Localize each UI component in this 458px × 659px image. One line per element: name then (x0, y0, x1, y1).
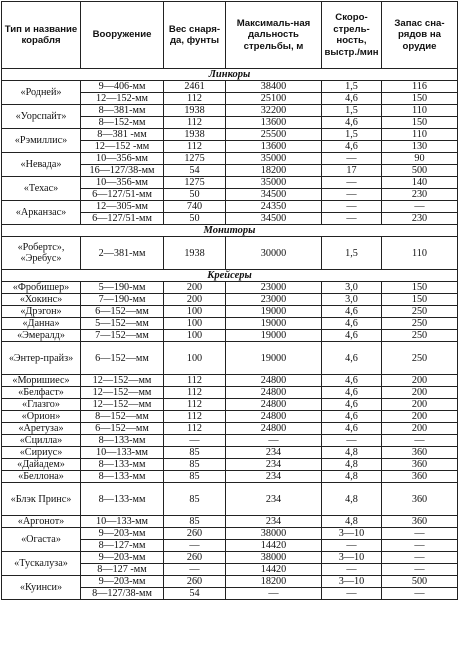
ship-name-cell: «Огаста» (2, 528, 81, 552)
ship-name-cell: «Дрэгон» (2, 306, 81, 318)
rate-of-fire-cell: 4,6 (322, 93, 382, 105)
ship-name-cell: «Блэк Принс» (2, 483, 81, 516)
ammo-supply-cell: 500 (382, 576, 458, 588)
max-range-cell: 13600 (226, 141, 322, 153)
armament-cell: 12—152 -мм (81, 141, 164, 153)
rate-of-fire-cell: — (322, 540, 382, 552)
max-range-cell: 30000 (226, 237, 322, 270)
table-row (2, 177, 458, 189)
rate-of-fire-cell: 1,5 (322, 81, 382, 93)
shell-weight-cell: — (164, 435, 226, 447)
armament-cell: 8—381-мм (81, 105, 164, 117)
ammo-supply-cell: — (382, 435, 458, 447)
max-range-cell: 234 (226, 516, 322, 528)
header-armament: Вооружение (81, 2, 164, 69)
ship-name-cell: «Родней» (2, 81, 81, 105)
max-range-cell: 234 (226, 447, 322, 459)
shell-weight-cell: — (164, 564, 226, 576)
max-range-cell: 19000 (226, 330, 322, 342)
armament-cell: 10—356-мм (81, 177, 164, 189)
ammo-supply-cell: 230 (382, 213, 458, 225)
max-range-cell: 19000 (226, 318, 322, 330)
armament-cell: 8—381 -мм (81, 129, 164, 141)
table-row (2, 423, 458, 435)
table-row (2, 459, 458, 471)
ship-name-cell: «Сириус» (2, 447, 81, 459)
table-row (2, 153, 458, 165)
armament-cell: 12—152—мм (81, 387, 164, 399)
armament-cell: 8—127/38-мм (81, 588, 164, 600)
shell-weight-cell: — (164, 540, 226, 552)
armament-cell: 5—190-мм (81, 282, 164, 294)
table-row (2, 552, 458, 564)
ammo-supply-cell: 250 (382, 318, 458, 330)
rate-of-fire-cell: 4,8 (322, 459, 382, 471)
max-range-cell: 19000 (226, 342, 322, 375)
table-body (2, 69, 458, 600)
shell-weight-cell: 50 (164, 189, 226, 201)
shell-weight-cell: 112 (164, 387, 226, 399)
ship-name-cell: «Тускалуза» (2, 552, 81, 576)
armament-cell: 8—152-мм (81, 117, 164, 129)
ammo-supply-cell: 110 (382, 105, 458, 117)
max-range-cell: 14420 (226, 540, 322, 552)
armament-cell: 12—152—мм (81, 375, 164, 387)
rate-of-fire-cell: 1,5 (322, 129, 382, 141)
table-row (2, 129, 458, 141)
armament-cell: 10—356-мм (81, 153, 164, 165)
header-shell-weight: Вес снаря-да, фунты (164, 2, 226, 69)
table-row (2, 294, 458, 306)
header-rate-of-fire: Скоро-стрель-ность, выстр./мин (322, 2, 382, 69)
header-ship-name: Тип и название корабля (2, 2, 81, 69)
table-row (2, 306, 458, 318)
rate-of-fire-cell: — (322, 189, 382, 201)
rate-of-fire-cell: 4,6 (322, 423, 382, 435)
ship-name-cell: «Белфаст» (2, 387, 81, 399)
table-row (2, 201, 458, 213)
shell-weight-cell: 112 (164, 411, 226, 423)
max-range-cell: 24350 (226, 201, 322, 213)
armament-cell: 6—127/51-мм (81, 189, 164, 201)
rate-of-fire-cell: 4,6 (322, 117, 382, 129)
ammo-supply-cell: 360 (382, 471, 458, 483)
table-row (2, 516, 458, 528)
shell-weight-cell: 112 (164, 117, 226, 129)
armament-cell: 8—127-мм (81, 540, 164, 552)
ammo-supply-cell: 250 (382, 306, 458, 318)
table-row (2, 411, 458, 423)
shell-weight-cell: 54 (164, 165, 226, 177)
rate-of-fire-cell: 4,8 (322, 516, 382, 528)
armament-cell: 9—203-мм (81, 552, 164, 564)
shell-weight-cell: 85 (164, 471, 226, 483)
ship-name-cell: «Аргонот» (2, 516, 81, 528)
table-row (2, 282, 458, 294)
shell-weight-cell: 200 (164, 282, 226, 294)
shell-weight-cell: 1938 (164, 105, 226, 117)
rate-of-fire-cell: 4,8 (322, 471, 382, 483)
max-range-cell: 18200 (226, 165, 322, 177)
rate-of-fire-cell: — (322, 177, 382, 189)
max-range-cell: 24800 (226, 411, 322, 423)
ship-name-cell: «Невада» (2, 153, 81, 177)
section-row (2, 69, 458, 81)
armament-cell: 12—152-мм (81, 93, 164, 105)
ammo-supply-cell: 360 (382, 516, 458, 528)
armament-cell: 6—152—мм (81, 306, 164, 318)
ammo-supply-cell: — (382, 552, 458, 564)
ammo-supply-cell: — (382, 540, 458, 552)
ship-name-cell: «Фробишер» (2, 282, 81, 294)
table-row (2, 483, 458, 516)
rate-of-fire-cell: — (322, 201, 382, 213)
shell-weight-cell: 200 (164, 294, 226, 306)
section-title: Крейсеры (2, 270, 458, 282)
armament-cell: 7—190-мм (81, 294, 164, 306)
rate-of-fire-cell: 3—10 (322, 528, 382, 540)
shell-weight-cell: 85 (164, 459, 226, 471)
armament-cell: 9—203-мм (81, 576, 164, 588)
header-max-range: Максималь-ная дальность стрельбы, м (226, 2, 322, 69)
ammo-supply-cell: 500 (382, 165, 458, 177)
ship-name-cell: «Хокинс» (2, 294, 81, 306)
ammo-supply-cell: 140 (382, 177, 458, 189)
max-range-cell: — (226, 435, 322, 447)
table-row (2, 399, 458, 411)
armament-cell: 9—203-мм (81, 528, 164, 540)
rate-of-fire-cell: 3,0 (322, 294, 382, 306)
shell-weight-cell: 1275 (164, 177, 226, 189)
shell-weight-cell: 85 (164, 447, 226, 459)
max-range-cell: — (226, 588, 322, 600)
ammo-supply-cell: 230 (382, 189, 458, 201)
table-row (2, 330, 458, 342)
max-range-cell: 34500 (226, 189, 322, 201)
ship-name-cell: «Моришиес» (2, 375, 81, 387)
ammo-supply-cell: 200 (382, 399, 458, 411)
max-range-cell: 24800 (226, 375, 322, 387)
ship-name-cell: «Орион» (2, 411, 81, 423)
max-range-cell: 23000 (226, 282, 322, 294)
table-row (2, 528, 458, 540)
shell-weight-cell: 112 (164, 399, 226, 411)
header-row (2, 2, 458, 69)
table-row (2, 318, 458, 330)
armament-cell: 6—152—мм (81, 423, 164, 435)
ammo-supply-cell: 250 (382, 330, 458, 342)
max-range-cell: 35000 (226, 153, 322, 165)
rate-of-fire-cell: 1,5 (322, 237, 382, 270)
table-row (2, 387, 458, 399)
rate-of-fire-cell: 3,0 (322, 282, 382, 294)
ship-name-cell: «Уорспайт» (2, 105, 81, 129)
max-range-cell: 18200 (226, 576, 322, 588)
shell-weight-cell: 2461 (164, 81, 226, 93)
rate-of-fire-cell: 4,6 (322, 411, 382, 423)
ammo-supply-cell: — (382, 588, 458, 600)
armament-cell: 8—133-мм (81, 483, 164, 516)
shell-weight-cell: 100 (164, 342, 226, 375)
shell-weight-cell: 1938 (164, 237, 226, 270)
armament-cell: 7—152—мм (81, 330, 164, 342)
armament-cell: 10—133-мм (81, 447, 164, 459)
rate-of-fire-cell: 4,6 (322, 387, 382, 399)
ship-name-cell: «Данна» (2, 318, 81, 330)
section-row (2, 270, 458, 282)
armament-cell: 2—381-мм (81, 237, 164, 270)
rate-of-fire-cell: — (322, 153, 382, 165)
shell-weight-cell: 85 (164, 516, 226, 528)
max-range-cell: 234 (226, 471, 322, 483)
ship-name-cell: «Сцилла» (2, 435, 81, 447)
ammo-supply-cell: 200 (382, 411, 458, 423)
rate-of-fire-cell: 4,8 (322, 483, 382, 516)
shell-weight-cell: 260 (164, 576, 226, 588)
ship-name-cell: «Робертс», «Эребус» (2, 237, 81, 270)
max-range-cell: 234 (226, 483, 322, 516)
armament-cell: 6—127/51-мм (81, 213, 164, 225)
table-row (2, 375, 458, 387)
rate-of-fire-cell: 4,6 (322, 342, 382, 375)
rate-of-fire-cell: 4,6 (322, 318, 382, 330)
armament-cell: 8—133-мм (81, 471, 164, 483)
max-range-cell: 19000 (226, 306, 322, 318)
armament-cell: 6—152—мм (81, 342, 164, 375)
shell-weight-cell: 50 (164, 213, 226, 225)
ship-name-cell: «Беллона» (2, 471, 81, 483)
ammo-supply-cell: 110 (382, 129, 458, 141)
rate-of-fire-cell: 17 (322, 165, 382, 177)
table-row (2, 342, 458, 375)
max-range-cell: 35000 (226, 177, 322, 189)
ship-armament-table (1, 1, 458, 600)
shell-weight-cell: 112 (164, 375, 226, 387)
max-range-cell: 24800 (226, 387, 322, 399)
rate-of-fire-cell: 4,8 (322, 447, 382, 459)
rate-of-fire-cell: — (322, 588, 382, 600)
rate-of-fire-cell: 1,5 (322, 105, 382, 117)
ammo-supply-cell: 150 (382, 93, 458, 105)
ship-name-cell: «Эмералд» (2, 330, 81, 342)
rate-of-fire-cell: 3—10 (322, 576, 382, 588)
rate-of-fire-cell: 4,6 (322, 330, 382, 342)
ship-name-cell: «Арканзас» (2, 201, 81, 225)
shell-weight-cell: 112 (164, 93, 226, 105)
max-range-cell: 25500 (226, 129, 322, 141)
table-row (2, 447, 458, 459)
table-row (2, 237, 458, 270)
max-range-cell: 38000 (226, 552, 322, 564)
ammo-supply-cell: 360 (382, 447, 458, 459)
rate-of-fire-cell: — (322, 435, 382, 447)
ammo-supply-cell: 200 (382, 423, 458, 435)
table-row (2, 576, 458, 588)
ship-name-cell: «Энтер-прайз» (2, 342, 81, 375)
ammo-supply-cell: — (382, 201, 458, 213)
max-range-cell: 38400 (226, 81, 322, 93)
shell-weight-cell: 740 (164, 201, 226, 213)
table-row (2, 471, 458, 483)
ship-name-cell: «Дайадем» (2, 459, 81, 471)
shell-weight-cell: 54 (164, 588, 226, 600)
shell-weight-cell: 1938 (164, 129, 226, 141)
section-row (2, 225, 458, 237)
ammo-supply-cell: 150 (382, 282, 458, 294)
armament-cell: 8—152—мм (81, 411, 164, 423)
max-range-cell: 234 (226, 459, 322, 471)
section-title: Мониторы (2, 225, 458, 237)
ship-name-cell: «Техас» (2, 177, 81, 201)
shell-weight-cell: 112 (164, 141, 226, 153)
armament-cell: 12—305-мм (81, 201, 164, 213)
ammo-supply-cell: 130 (382, 141, 458, 153)
shell-weight-cell: 100 (164, 306, 226, 318)
max-range-cell: 32200 (226, 105, 322, 117)
ammo-supply-cell: 110 (382, 237, 458, 270)
max-range-cell: 38000 (226, 528, 322, 540)
armament-cell: 8—127 -мм (81, 564, 164, 576)
shell-weight-cell: 112 (164, 423, 226, 435)
shell-weight-cell: 100 (164, 318, 226, 330)
shell-weight-cell: 85 (164, 483, 226, 516)
max-range-cell: 13600 (226, 117, 322, 129)
armament-cell: 16—127/38-мм (81, 165, 164, 177)
table-row (2, 435, 458, 447)
ship-name-cell: «Рэмиллис» (2, 129, 81, 153)
armament-cell: 10—133-мм (81, 516, 164, 528)
rate-of-fire-cell: 4,6 (322, 399, 382, 411)
ammo-supply-cell: — (382, 528, 458, 540)
header-ammo-supply: Запас сна-рядов на орудие (382, 2, 458, 69)
section-title: Линкоры (2, 69, 458, 81)
shell-weight-cell: 260 (164, 528, 226, 540)
rate-of-fire-cell: — (322, 213, 382, 225)
shell-weight-cell: 100 (164, 330, 226, 342)
ammo-supply-cell: 360 (382, 459, 458, 471)
armament-cell: 12—152—мм (81, 399, 164, 411)
ammo-supply-cell: 250 (382, 342, 458, 375)
max-range-cell: 34500 (226, 213, 322, 225)
shell-weight-cell: 1275 (164, 153, 226, 165)
ammo-supply-cell: 150 (382, 117, 458, 129)
ammo-supply-cell: 116 (382, 81, 458, 93)
armament-cell: 8—133-мм (81, 435, 164, 447)
max-range-cell: 25100 (226, 93, 322, 105)
ship-name-cell: «Куинси» (2, 576, 81, 600)
ammo-supply-cell: 200 (382, 375, 458, 387)
armament-cell: 9—406-мм (81, 81, 164, 93)
rate-of-fire-cell: — (322, 564, 382, 576)
ammo-supply-cell: 90 (382, 153, 458, 165)
ammo-supply-cell: 200 (382, 387, 458, 399)
max-range-cell: 14420 (226, 564, 322, 576)
max-range-cell: 24800 (226, 423, 322, 435)
ship-name-cell: «Аретуза» (2, 423, 81, 435)
table-row (2, 105, 458, 117)
ammo-supply-cell: — (382, 564, 458, 576)
rate-of-fire-cell: 4,6 (322, 375, 382, 387)
max-range-cell: 24800 (226, 399, 322, 411)
rate-of-fire-cell: 4,6 (322, 141, 382, 153)
table-row (2, 81, 458, 93)
rate-of-fire-cell: 4,6 (322, 306, 382, 318)
shell-weight-cell: 260 (164, 552, 226, 564)
armament-cell: 5—152—мм (81, 318, 164, 330)
ammo-supply-cell: 360 (382, 483, 458, 516)
armament-cell: 8—133-мм (81, 459, 164, 471)
ammo-supply-cell: 150 (382, 294, 458, 306)
rate-of-fire-cell: 3—10 (322, 552, 382, 564)
ship-name-cell: «Глазго» (2, 399, 81, 411)
max-range-cell: 23000 (226, 294, 322, 306)
